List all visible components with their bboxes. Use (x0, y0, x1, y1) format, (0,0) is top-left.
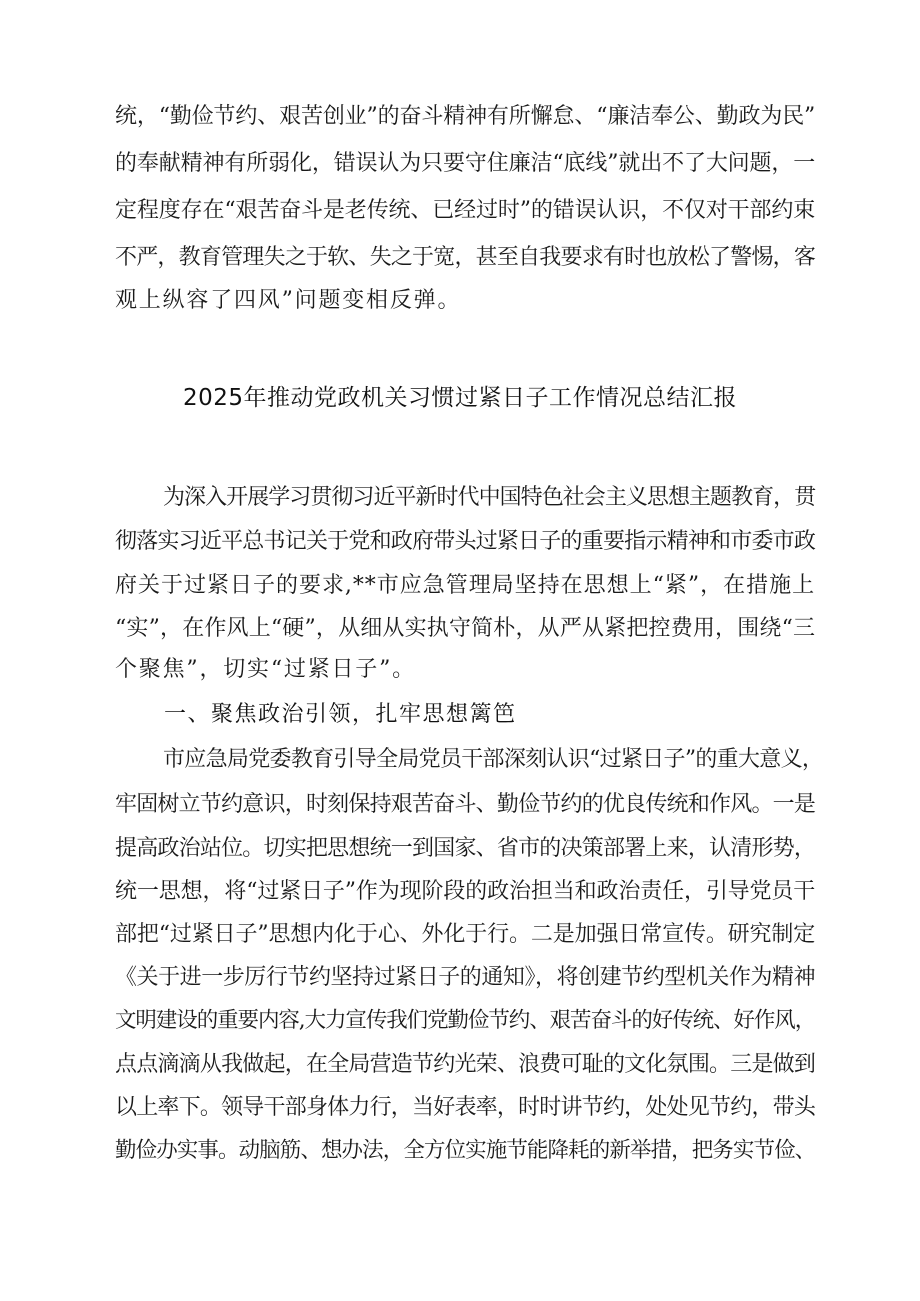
prev-section-line-5: 观上纵容了四风”问题变相反弹。 (115, 288, 462, 313)
section1-line-8: 点点滴滴从我做起，在全局营造节约光荣、浪费可耻的文化氛围。三是做到 (115, 1052, 815, 1077)
section1-heading: 一、聚焦政治引领，扎牢思想篱笆 (164, 702, 517, 727)
intro-line-3: 府关于过紧日子的要求,**市应急管理局坚持在思想上“紧”，在措施上 (115, 573, 815, 598)
intro-line-2: 彻落实习近平总书记关于党和政府带头过紧日子的重要指示精神和市委市政 (115, 529, 815, 554)
section1-line-9: 以上率下。领导干部身体力行，当好表率，时时讲节约，处处见节约，带头 (115, 1095, 815, 1120)
section1-line-7: 文明建设的重要内容,大力宣传我们党勤俭节约、艰苦奋斗的好传统、好作风， (115, 1008, 815, 1033)
section1-line-1: 市应急局党委教育引导全局党员干部深刻认识“过紧日子”的重大意义， (163, 747, 823, 772)
document-title: 2025年推动党政机关习惯过紧日子工作情况总结汇报 (182, 385, 738, 411)
prev-section-line-1: 统，“勤俭节约、艰苦创业”的奋斗精神有所懈怠、“廉洁奉公、勤政为民” (115, 104, 815, 129)
section1-line-2: 牢固树立节约意识，时刻保持艰苦奋斗、勤俭节约的优良传统和作风。一是 (115, 792, 815, 817)
prev-section-line-4: 不严，教育管理失之于软、失之于宽，甚至自我要求有时也放松了警惕，客 (115, 245, 815, 270)
section1-line-6: 《关于进一步厉行节约坚持过紧日子的通知》，将创建节约型机关作为精神 (115, 965, 815, 990)
intro-line-5: 个聚焦”，切实“过紧日子”。 (115, 657, 416, 682)
section1-line-4: 统一思想，将“过紧日子”作为现阶段的政治担当和政治责任，引导党员干 (115, 879, 815, 904)
section1-line-5: 部把“过紧日子”思想内化于心、外化于行。二是加强日常宣传。研究制定 (115, 922, 815, 947)
prev-section-line-2: 的奉献精神有所弱化，错误认为只要守住廉洁“底线”就出不了大问题，一 (115, 151, 815, 176)
intro-line-1: 为深入开展学习贯彻习近平新时代中国特色社会主义思想主题教育，贯 (163, 485, 815, 510)
section1-line-3: 提高政治站位。切实把思想统一到国家、省市的决策部署上来，认清形势， (115, 836, 815, 861)
section1-line-10: 勤俭办实事。动脑筋、想办法，全方位实施节能降耗的新举措，把务实节俭、 (115, 1138, 815, 1163)
intro-line-4: “实”，在作风上“硬”，从细从实执守简朴，从严从紧把控费用，围绕“三 (115, 616, 815, 641)
prev-section-line-3: 定程度存在“艰苦奋斗是老传统、已经过时”的错误认识，不仅对干部约束 (115, 198, 815, 223)
